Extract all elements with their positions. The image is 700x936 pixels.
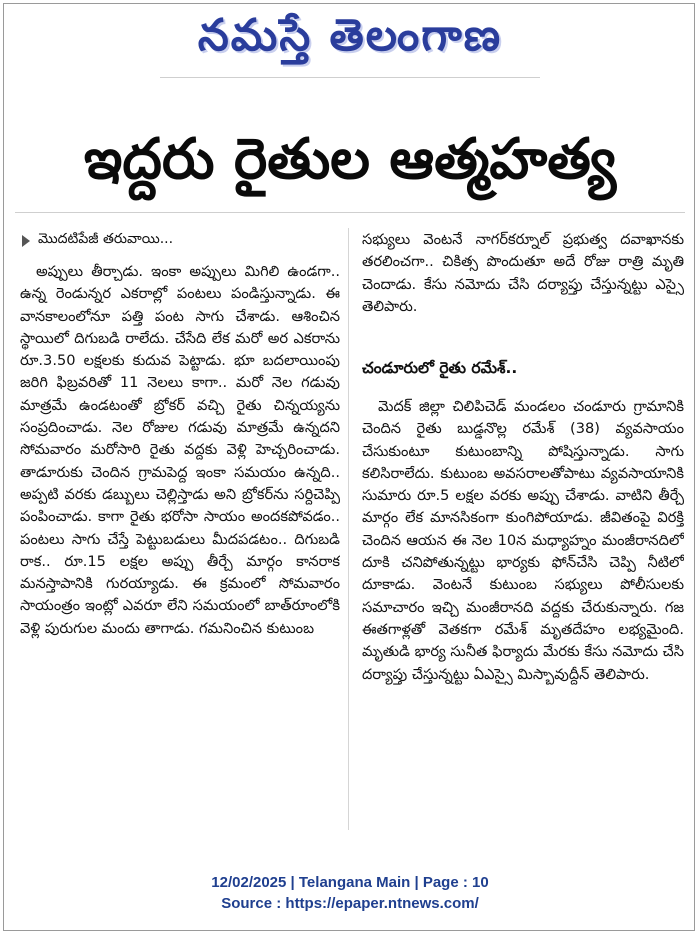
article-column-left <box>20 261 340 833</box>
newspaper-masthead <box>0 10 700 72</box>
masthead-rule <box>160 77 540 78</box>
article-headline: ఇద్దరు రైతుల ఆత్మహత్య <box>83 127 617 192</box>
article-column-right-bottom <box>362 396 684 832</box>
article-subheading: చండూరులో రైతు రమేశ్.. <box>362 359 518 377</box>
right-column-top-text: సభ్యులు వెంటనే నాగర్‌కర్నూల్ ప్రభుత్వ దవాఖానకు తరలించగా.. చికిత్స పొందుతూ అదే రోజు రాత్రి మృతి చెందాడు. కేసు నమోదు చేసి దర్యాప్తు చేస్తున్నట్టు ఎస్సై తెలిపారు. <box>362 231 684 315</box>
article-column-right-top <box>362 229 684 341</box>
masthead-logo: నమస్తే తెలంగాణ <box>197 10 503 61</box>
arrow-icon <box>22 235 30 247</box>
footer-date-edition: 12/02/2025 | Telangana Main | Page : 10 <box>211 874 489 891</box>
headline-rule <box>15 212 685 213</box>
source-footer <box>0 872 700 914</box>
footer-source-link: Source : https://epaper.ntnews.com/ <box>221 895 479 912</box>
left-column-text: అప్పులు తీర్చాడు. ఇంకా అప్పులు మిగిలి ఉండగా.. ఉన్న రెండున్నర ఎకరాల్లో పంటలు పండిస్తున్నాడు. ఈ వానకాలంలోనూ పత్తి పంట సాగు చేశాడు. ఆశించిన స్థాయిలో దిగుబడి రాలేదు. చేసేది లేక మరో అర ఎకరాను రూ.3.50 లక్షలకు కుదువ పెట్టాడు. భూ బదలాయింపు జరిగి ఫిబ్రవరితో 11 నెలలు కాగా.. మరో నెల గడువు మాత్రమే ఉండటంతో బ్రోకర్ వచ్చి రైతు చిన్నయ్యను సంప్రదించాడు. నెల రోజుల గడువు మాత్రమే ఉన్నదని సోమవారం మరోసారి రైతు వద్దకు వెళ్లి హెచ్చరించాడు. తాడూరుకు చెందిన గ్రామపెద్ద ఇంకా సమయం ఉన్నది.. అప్పటి వరకు డబ్బులు చెల్లిస్తాడు అని బ్రోకర్‌ను సర్దిచెప్పి పంపించాడు. కాగా రైతు భరోసా సాయం అందకపోవడం.. పంటలు సాగు చేస్తే పెట్టుబడులు మీదపడటం.. దిగుబడి రాక.. రూ.15 లక్షల అప్పు తీర్చే మార్గం కానరాక మనస్తాపానికి గురయ్యాడు. ఈ క్రమంలో సోమవారం సాయంత్రం ఇంట్లో ఎవరూ లేని సమయంలో బాత్‌రూంలోకి వెళ్లి పురుగుల మందు తాగాడు. గమనించిన కుటుంబ <box>20 263 340 637</box>
right-column-bottom-text: మెదక్ జిల్లా చిలిపిచెడ్ మండలం చండూరు గ్రామానికి చెందిన రైతు బుడ్డనొల్ల రమేశ్ (38) వ్యవసాయం చేసుకుంటూ కుటుంబాన్ని పోషిస్తున్నాడు. సాగు కలిసిరాలేదు. కుటుంబ అవసరాలతోపాటు వ్యవసాయానికి సుమారు రూ.5 లక్షల వరకు అప్పు చేశాడు. వాటిని తీర్చే మార్గం లేక మానసికంగా కుంగిపోయాడు. జీవితంపై విరక్తి చెందిన ఆయన ఈ నెల 10న మధ్యాహ్నం మంజీరానదిలో దూకి చనిపోతున్నట్టు భార్యకు ఫోన్‌చేసి చెప్పి నీటిలో దూకాడు. వెంటనే కుటుంబ సభ్యులు పోలీసులకు సమాచారం ఇచ్చి మంజీరానది వద్దకు చేరుకున్నారు. గజ ఈతగాళ్లతో వెతకగా రమేశ్ మృతదేహం లభ్యమైంది. మృతుడి భార్య సునీత ఫిర్యాదు మేరకు కేసు నమోదు చేసి దర్యాప్తు చేస్తున్నట్టు ఏఎస్సై మిస్బావుద్దీన్ తెలిపారు. <box>362 398 684 683</box>
continued-from-front-page <box>22 231 173 250</box>
column-divider <box>348 228 349 830</box>
continued-label: మొదటిపేజీ తరువాయి... <box>38 231 174 247</box>
